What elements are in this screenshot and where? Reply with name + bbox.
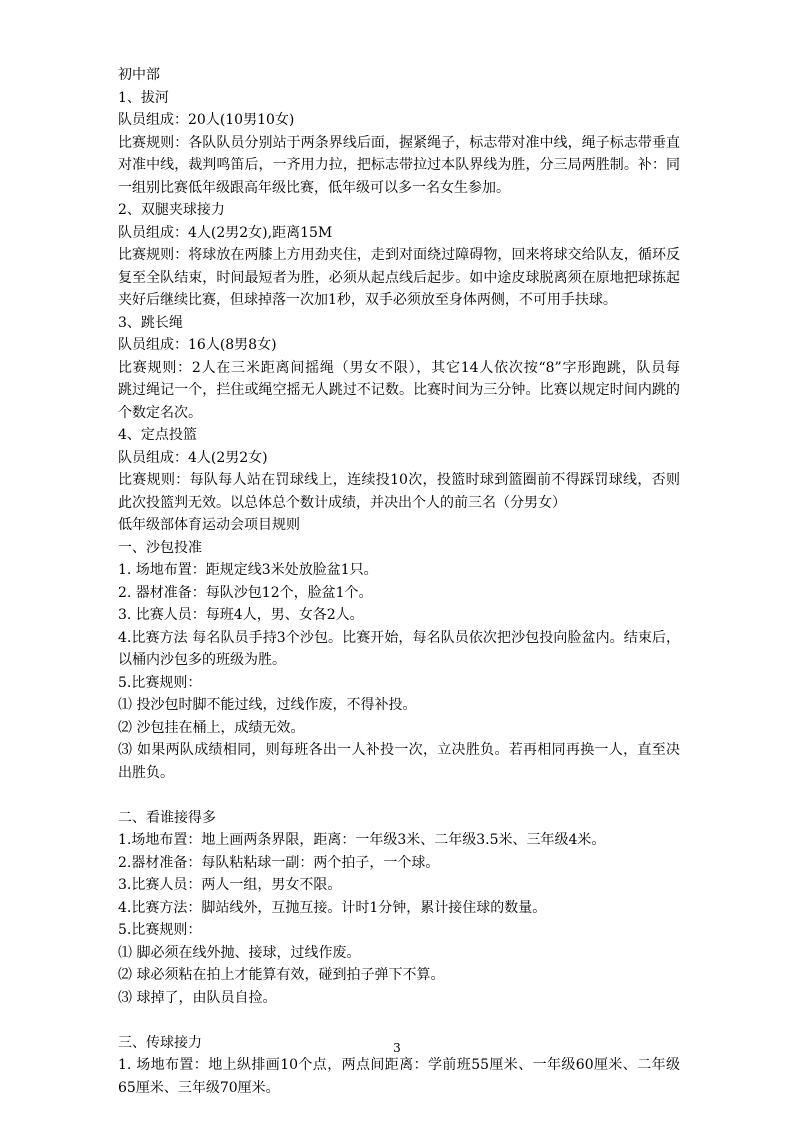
section-heading: 二、看谁接得多: [118, 809, 216, 826]
text-line: 3. 比赛人员：每班4人，男、女各2人。: [118, 607, 364, 623]
text-line: 3.比赛人员：两人一组，男女不限。: [118, 877, 342, 893]
section-heading: 三、传球接力: [118, 1034, 202, 1051]
text-line: 队员组成：4人(2男2女),距离15M: [118, 224, 333, 241]
text-line: 复至全队结束，时间最短者为胜，必须从起点线后起步。如中途皮球脱离须在原地把球拣起: [118, 269, 680, 286]
text-line: 4.比赛方法：脚站线外，互抛互接。计时1分钟，累计接住球的数量。: [118, 899, 547, 916]
text-line: 一组别比赛低年级跟高年级比赛，低年级可以多一名女生参加。: [118, 179, 510, 196]
text-line: ⑴ 投沙包时脚不能过线，过线作废，不得补投。: [118, 697, 417, 713]
text-line: 比赛规则：各队队员分别站于两条界线后面，握紧绳子，标志带对准中线，绳子标志带垂直: [118, 134, 680, 151]
text-line: 队员组成：20人(10男10女): [118, 112, 295, 128]
page-number: 3: [393, 1041, 401, 1055]
text-line: 夹好后继续比赛，但球掉落一次加1秒，双手必须放至身体两侧，不可用手扶球。: [118, 292, 617, 308]
text-line: 5.比赛规则：: [118, 922, 202, 938]
text-line: 4.比赛方法 每名队员手持3个沙包。比赛开始，每名队员依次把沙包投向脸盆内。结束后，: [118, 629, 680, 646]
text-line: 初中部: [118, 67, 160, 83]
text-line: 队员组成：16人(8男8女): [118, 337, 277, 353]
text-line: 个数定名次。: [118, 404, 202, 421]
page-content: [118, 64, 680, 1099]
text-line: 此次投篮判无效。以总体总个数计成绩，并决出个人的前三名（分男女）: [118, 494, 566, 511]
text-line: ⑶ 球掉了，由队员自捡。: [118, 989, 277, 1006]
text-line: 比赛规则：将球放在两膝上方用劲夹住，走到对面绕过障碍物，回来将球交给队友，循环反: [118, 247, 680, 263]
text-line: 队员组成：4人(2男2女): [118, 449, 268, 466]
text-line: 2. 器材准备：每队沙包12个，脸盆1个。: [118, 584, 373, 601]
section-heading: 4、定点投篮: [118, 427, 197, 443]
text-line: 2.器材准备：每队粘粘球一副：两个拍子，一个球。: [118, 854, 440, 871]
text-line: 跳过绳记一个，拦住或绳空摇无人跳过不记数。比赛时间为三分钟。比赛以规定时间内跳的: [118, 382, 680, 398]
text-line: 对准中线，裁判鸣笛后，一齐用力拉，把标志带拉过本队界线为胜，分三局两胜制。补：同: [118, 157, 680, 173]
section-heading: 2、双腿夹球接力: [118, 202, 225, 218]
section-heading: 1、拔河: [118, 89, 169, 106]
blank-line: [118, 784, 680, 807]
text-line: 1.场地布置：地上画两条界限，距离：一年级3米、二年级3.5米、三年级4米。: [118, 832, 606, 848]
text-line: 1. 场地布置：距规定线3米处放脸盆1只。: [118, 562, 378, 578]
section-heading: 一、沙包投准: [118, 539, 202, 556]
section-heading: 3、跳长绳: [118, 314, 183, 331]
text-line: 比赛规则：每队每人站在罚球线上，连续投10次，投篮时球到篮圈前不得踩罚球线，否则: [118, 472, 680, 488]
text-line: ⑶ 如果两队成绩相同，则每班各出一人补投一次，立决胜负。若再相同再换一人，直至决: [118, 742, 680, 758]
text-line: 以桶内沙包多的班级为胜。: [118, 652, 286, 668]
text-line: ⑵ 球必须粘在拍上才能算有效，碰到拍子弹下不算。: [118, 967, 445, 983]
document-heading: 低年级部体育运动会项目规则: [118, 517, 300, 533]
text-line: 5.比赛规则：: [118, 674, 202, 691]
blank-line: [118, 1009, 680, 1032]
text-line: 65厘米、三年级70厘米。: [118, 1079, 280, 1096]
text-line: 比赛规则：2人在三米距离间摇绳（男女不限），其它14人依次按“8”字形跑跳，队员每: [118, 359, 680, 376]
text-line: 1. 场地布置：地上纵排画10个点，两点间距离：学前班55厘米、一年级60厘米、二年级: [118, 1057, 680, 1073]
text-line: 出胜负。: [118, 764, 174, 781]
text-line: ⑴ 脚必须在线外抛、接球，过线作废。: [118, 944, 361, 961]
text-line: ⑵ 沙包挂在桶上，成绩无效。: [118, 719, 305, 736]
